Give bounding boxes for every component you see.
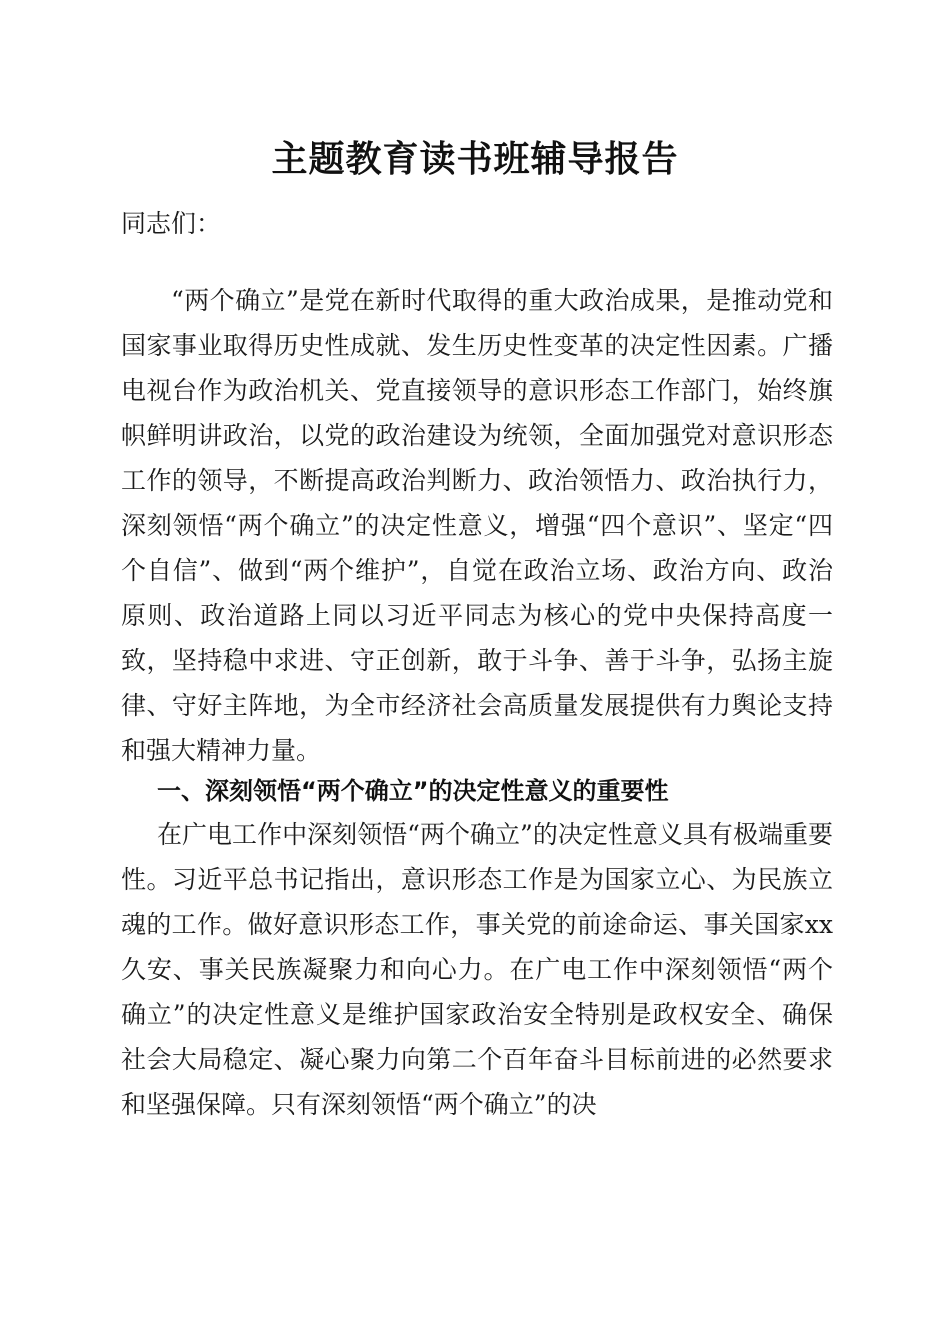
section-heading: 一、深刻领悟“两个确立”的决定性意义的重要性 (157, 777, 669, 805)
paragraph-section-one: 在广电工作中深刻领悟“两个确立”的决定性意义具有极端重要性。习近平总书记指出，意识形态工作是为国家立心、为民族立魂的工作。做好意识形态工作，事关党的前途命运、事关国家xx久安、事关民族凝聚力和向心力。在广电工作中深刻领悟“两个确立”的决定性意义是维护国家政治安全特别是政权安全、确保社会大局稳定、凝心聚力向第二个百年奋斗目标前进的必然要求和坚强保障。只有深刻领悟“两个确立”的决 (121, 820, 833, 1119)
greeting: 同志们： (121, 209, 222, 238)
document-title: 主题教育读书班辅导报告 (271, 138, 679, 180)
paragraph-intro: “两个确立”是党在新时代取得的重大政治成果，是推动党和国家事业取得历史性成就、发生历史性变革的决定性因素。广播电视台作为政治机关、党直接领导的意识形态工作部门，始终旗帜鲜明讲政治，以党的政治建设为统领，全面加强党对意识形态工作的领导，不断提高政治判断力、政治领悟力、政治执行力，深刻领悟“两个确立”的决定性意义，增强“四个意识”、坚定“四个自信”、做到“两个维护”，自觉在政治立场、政治方向、政治原则、政治道路上同以习近平同志为核心的党中央保持高度一致，坚持稳中求进、守正创新，敢于斗争、善于斗争，弘扬主旋律、守好主阵地，为全市经济社会高质量发展提供有力舆论支持和强大精神力量。 (121, 286, 833, 765)
